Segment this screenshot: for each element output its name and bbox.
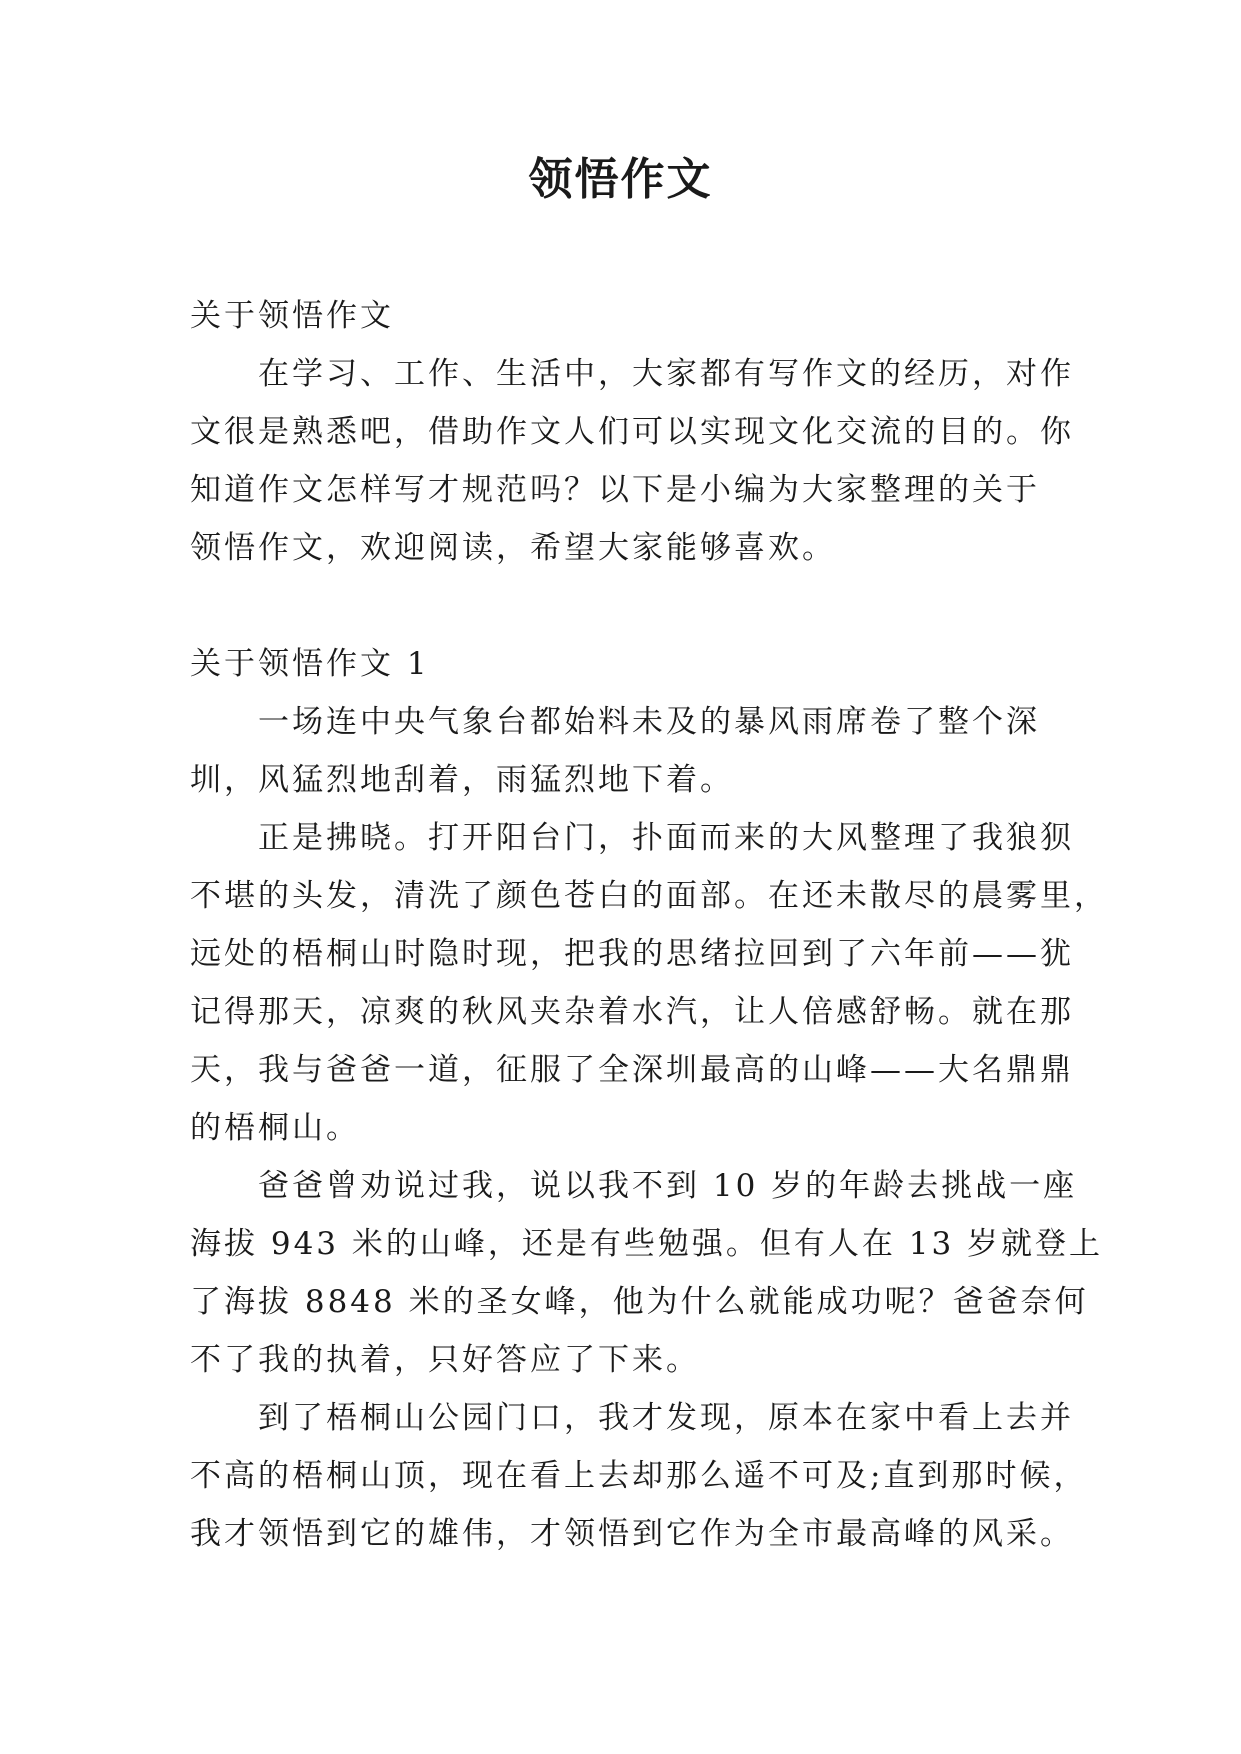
intro-heading: 关于领悟作文 [190,298,394,334]
document-title: 领悟作文 [528,154,713,205]
paragraph-line: 的梧桐山。 [190,1110,360,1146]
paragraph-line: 到了梧桐山公园门口，我才发现，原本在家中看上去并 [258,1400,1074,1436]
paragraph-line: 不了我的执着，只好答应了下来。 [190,1342,700,1378]
section-heading: 关于领悟作文 1 [190,646,430,682]
intro-paragraph [190,345,1074,577]
paragraph-line: 一场连中央气象台都始料未及的暴风雨席卷了整个深 [258,704,1040,740]
paragraph-line: 天，我与爸爸一道，征服了全深圳最高的山峰——大名鼎鼎 [190,1052,1074,1088]
intro-line: 在学习、工作、生活中，大家都有写作文的经历，对作 [258,356,1074,392]
paragraph-line: 记得那天，凉爽的秋风夹杂着水汽，让人倍感舒畅。就在那 [190,994,1074,1030]
paragraph [190,693,1056,809]
intro-line: 知道作文怎样写才规范吗？以下是小编为大家整理的关于 [190,472,1040,508]
paragraph-line: 爸爸曾劝说过我，说以我不到 10 岁的年龄去挑战一座 [258,1168,1078,1204]
paragraph-line: 不堪的头发，清洗了颜色苍白的面部。在还未散尽的晨雾里， [190,878,1108,914]
paragraph [190,809,1108,1157]
paragraph-line: 正是拂晓。打开阳台门，扑面而来的大风整理了我狼狈 [258,820,1074,856]
paragraph-line: 圳，风猛烈地刮着，雨猛烈地下着。 [190,762,734,798]
paragraph-line: 海拔 943 米的山峰，还是有些勉强。但有人在 13 岁就登上 [190,1226,1104,1262]
intro-line: 领悟作文，欢迎阅读，希望大家能够喜欢。 [190,530,836,566]
paragraph-line: 了海拔 8848 米的圣女峰，他为什么就能成功呢？爸爸奈何 [190,1284,1089,1320]
paragraph [190,1157,1104,1389]
paragraph-line: 我才领悟到它的雄伟，才领悟到它作为全市最高峰的风采。 [190,1516,1074,1552]
intro-line: 文很是熟悉吧，借助作文人们可以实现文化交流的目的。你 [190,414,1074,450]
paragraph-line: 远处的梧桐山时隐时现，把我的思绪拉回到了六年前——犹 [190,936,1074,972]
section-spacer [190,577,1056,635]
paragraph-line: 不高的梧桐山顶，现在看上去却那么遥不可及;直到那时候， [190,1458,1088,1494]
paragraph [190,1389,1088,1563]
document-body [190,287,1108,1563]
